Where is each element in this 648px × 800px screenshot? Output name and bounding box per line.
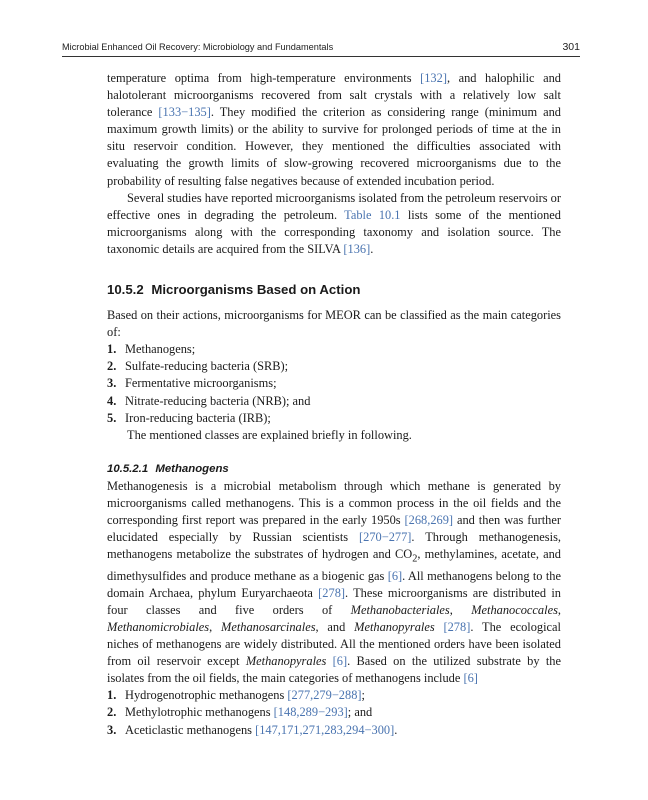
- citation-link[interactable]: [6]: [463, 671, 478, 686]
- table-reference-link[interactable]: Table 10.1: [344, 207, 401, 222]
- paragraph-temperature-optima: temperature optima from high-temperature environments [132], and halophilic and halotolerant microorganisms recovered from salt crystals with a relatively low salt tolerance [133−135]. They modified the criterion as considering range (minimum and maximum growth limits) or the ability to survive for prolonged periods of time at the in situ reservoir condition. However, they mentioned the difficulties associated with evaluating the growth limits of slow-growing recovered microorganisms due to the probability of resulting false negatives because of extended incubation period.: [107, 71, 562, 188]
- paragraph-several-studies: Several studies have reported microorganisms isolated from the petroleum reservoirs or effective ones in degrading the petroleum. Table 10.1 lists some of the mentioned microorganisms along with the corresponding taxonomy and isolation source. The taxonomic details are acquired from the SILVA [136].: [107, 190, 562, 256]
- citation-link[interactable]: [136]: [343, 241, 371, 256]
- running-header-title: Microbial Enhanced Oil Recovery: Microbiology and Fundamentals: [62, 42, 334, 52]
- page-number: 301: [562, 41, 580, 53]
- citation-link[interactable]: [277,279−288]: [287, 688, 362, 703]
- citation-link[interactable]: [6]: [332, 654, 348, 669]
- citation-link[interactable]: [147,171,271,283,294−300]: [255, 722, 395, 737]
- classes-list: [107, 341, 561, 444]
- methanogen-categories-list: [107, 687, 561, 738]
- citation-link[interactable]: [133−135]: [158, 105, 211, 120]
- list-item: 3. Fermentative microorganisms;: [107, 376, 277, 391]
- citation-link[interactable]: [6]: [387, 568, 403, 583]
- list-item: 1. Methanogens;: [107, 342, 196, 357]
- list-item: 4. Nitrate-reducing bacteria (NRB); and: [107, 393, 311, 408]
- citation-link[interactable]: [278]: [318, 585, 346, 600]
- paragraph-classification: Based on their actions, microorganisms for MEOR can be classified as the main categories of:: [107, 308, 561, 340]
- citation-link[interactable]: [132]: [420, 71, 447, 85]
- page-body: [107, 70, 561, 739]
- citation-link[interactable]: [268,269]: [404, 512, 454, 527]
- list-item: 2. Sulfate-reducing bacteria (SRB);: [107, 359, 289, 374]
- citation-link[interactable]: [270−277]: [359, 530, 412, 545]
- subsection-heading: 10.5.2.1 Methanogens: [107, 462, 229, 475]
- list-item: 5. Iron-reducing bacteria (IRB);: [107, 410, 271, 425]
- list-item: 1. Hydrogenotrophic methanogens [277,279−288];: [107, 688, 365, 703]
- list-followup-text: The mentioned classes are explained briefly in following.: [127, 427, 412, 442]
- running-header: [62, 40, 580, 57]
- citation-link[interactable]: [278]: [443, 620, 471, 634]
- paragraph-methanogenesis: Methanogenesis is a microbial metabolism through which methane is generated by microorganisms called methanogens. This is a common process in the oil fields and the corresponding first report was prepared in the early 1950s [268,269] and then was further elucidated especially by Russian scientists [270−277]. Through methanogenesis, methanogens metabolize the substrates of hydrogen and $CO_2$, methylamines, acetate, and dimethysulfides and produce methane as a biogenic gas [6]. All methanogens belong to the domain Archaea, phylum Euryarchaeota [278]. These microorganisms are distributed in four classes and five orders of Methanobacteriales, Methanococcales, Methanomicrobiales, Methanosarcinales, and Methanopyrales [278]. The ecological niches of methanogens are widely distributed. All the mentioned orders have been isolated from oil reservoir except Methanopyrales [6]. Based on the utilized substrate by the isolates from the oil fields, the main categories of methanogens include [6]: [107, 478, 561, 686]
- section-heading: 10.5.2 Microorganisms Based on Action: [107, 282, 361, 298]
- list-item: 2. Methylotrophic methanogens [148,289−293]; and: [107, 705, 373, 720]
- list-item: 3. Aceticlastic methanogens [147,171,271,283,294−300].: [107, 722, 398, 737]
- citation-link[interactable]: [148,289−293]: [273, 705, 348, 720]
